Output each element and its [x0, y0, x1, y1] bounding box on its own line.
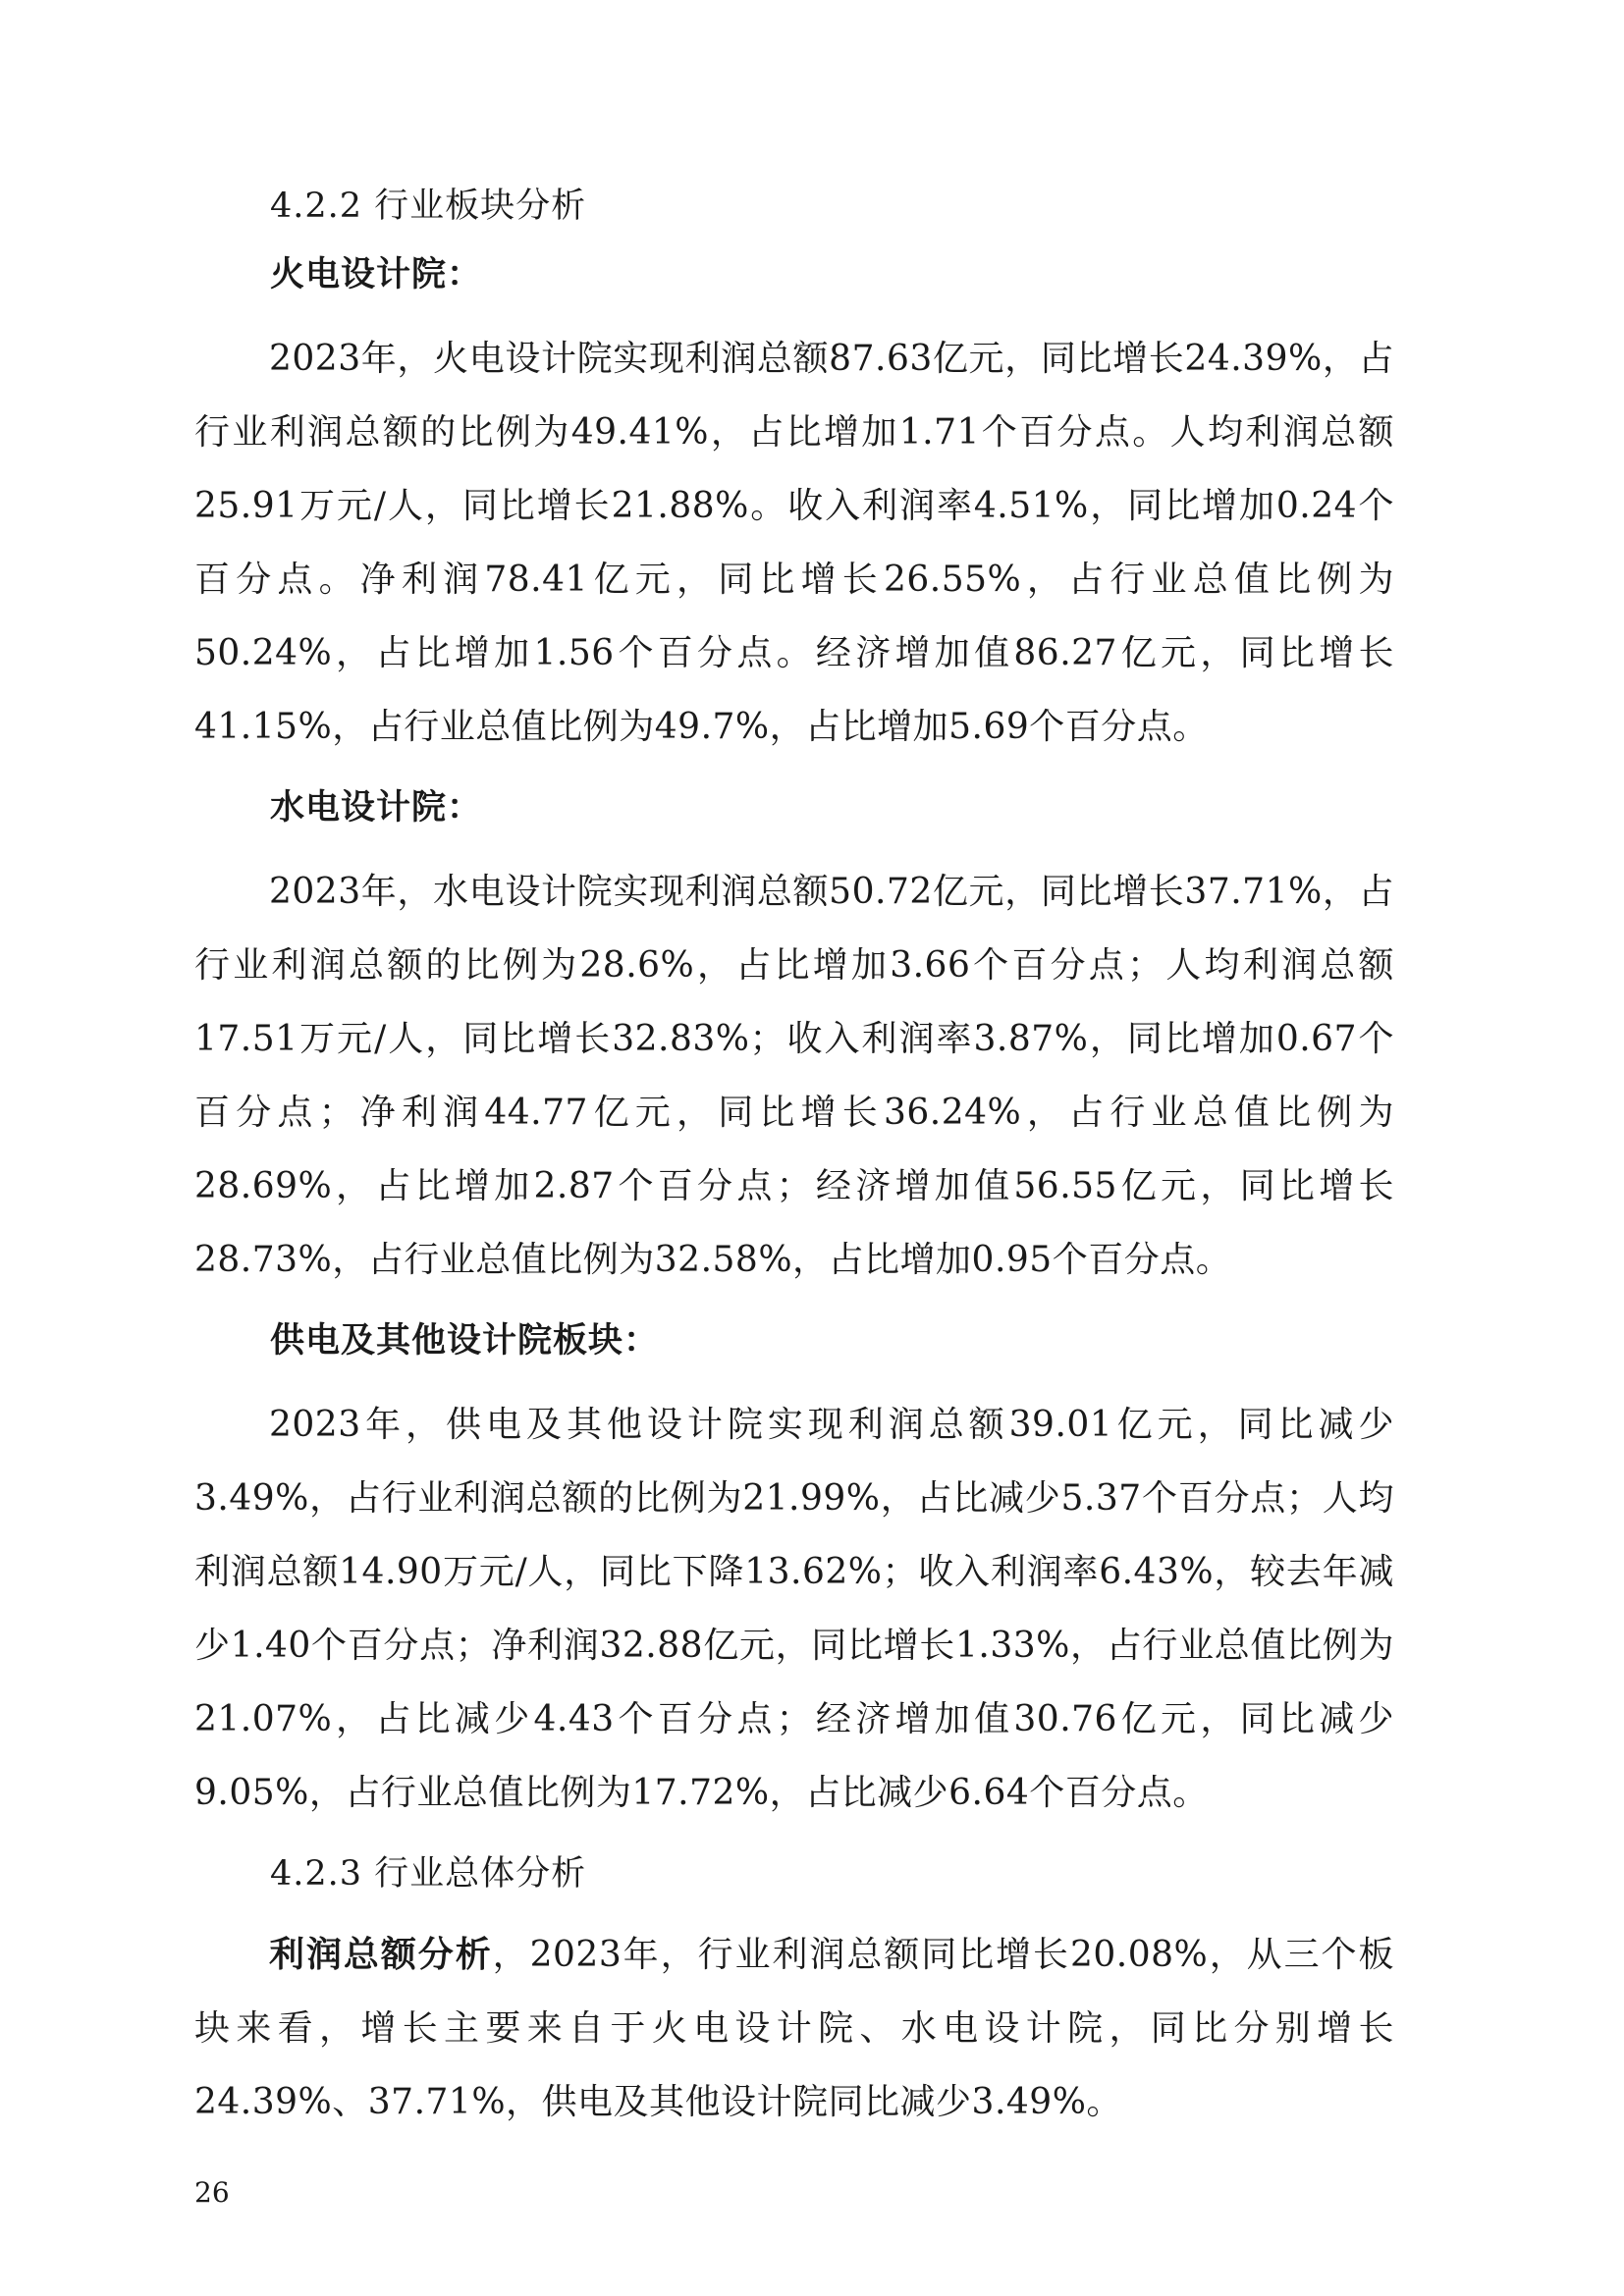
profit-analysis-paragraph	[194, 1918, 1394, 2139]
thermal-power-title: 火电设计院：	[270, 255, 483, 294]
section-heading-4-2-3: 4.2.3 行业总体分析	[270, 1854, 587, 1894]
page-content	[194, 182, 1394, 2147]
profit-analysis-lead: 利润总额分析	[269, 1935, 493, 1975]
section-heading-4-2-2: 4.2.2 行业板块分析	[270, 187, 587, 226]
profit-analysis-text: ，2023年，行业利润总额同比增长20.08%，从三个板块来看，增长主要来自于火电设计院、水电设计院，同比分别增长24.39%、37.71%，供电及其他设计院同比减少3.49%。	[194, 1935, 1394, 2122]
hydro-power-title: 水电设计院：	[270, 788, 483, 828]
page-number: 26	[194, 2176, 230, 2209]
thermal-power-paragraph: 2023年，火电设计院实现利润总额87.63亿元，同比增长24.39%，占行业利润总额的比例为49.41%，占比增加1.71个百分点。人均利润总额25.91万元/人，同比增长21.88%。收入利润率4.51%，同比增加0.24个百分点。净利润78.41亿元，同比增长26.55%，占行业总值比例为50.24%，占比增加1.56个百分点。经济增加值86.27亿元，同比增长41.15%，占行业总值比例为49.7%，占比增加5.69个百分点。	[194, 339, 1394, 747]
power-supply-title: 供电及其他设计院板块：	[270, 1321, 660, 1361]
power-supply-paragraph: 2023年，供电及其他设计院实现利润总额39.01亿元，同比减少3.49%，占行业利润总额的比例为21.99%，占比减少5.37个百分点；人均利润总额14.90万元/人，同比下降13.62%；收入利润率6.43%，较去年减少1.40个百分点；净利润32.88亿元，同比增长1.33%，占行业总值比例为21.07%，占比减少4.43个百分点；经济增加值30.76亿元，同比减少9.05%，占行业总值比例为17.72%，占比减少6.64个百分点。	[194, 1405, 1394, 1813]
hydro-power-paragraph: 2023年，水电设计院实现利润总额50.72亿元，同比增长37.71%，占行业利润总额的比例为28.6%，占比增加3.66个百分点；人均利润总额17.51万元/人，同比增长32.83%；收入利润率3.87%，同比增加0.67个百分点；净利润44.77亿元，同比增长36.24%，占行业总值比例为28.69%，占比增加2.87个百分点；经济增加值56.55亿元，同比增长28.73%，占行业总值比例为32.58%，占比增加0.95个百分点。	[194, 872, 1394, 1280]
